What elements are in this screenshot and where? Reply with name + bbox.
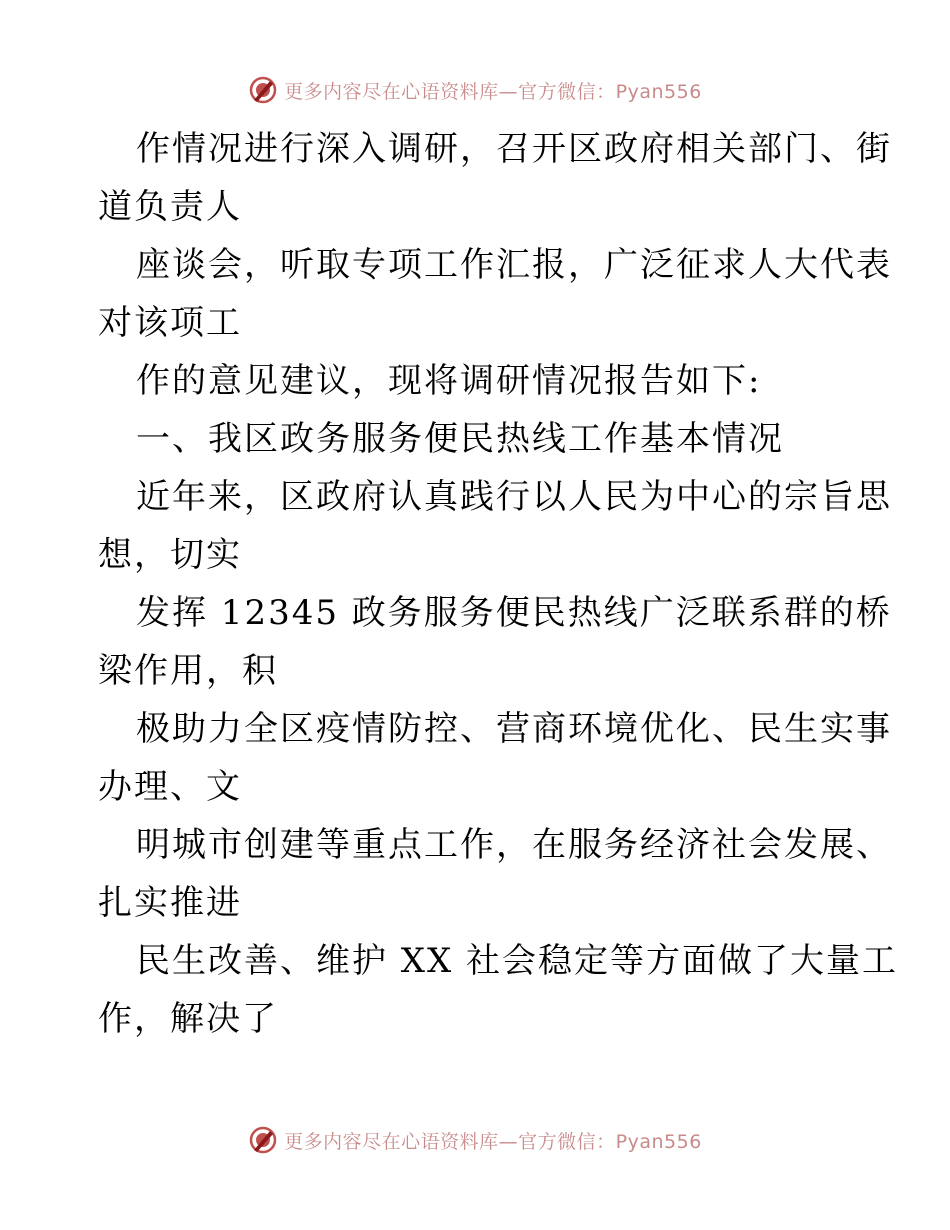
paragraph-line: 办理、文 <box>98 767 242 807</box>
document-body <box>98 120 899 1048</box>
watermark-text: 更多内容尽在心语资料库—官方微信：Pyan556 <box>284 1130 702 1153</box>
paragraph-line: 想，切实 <box>98 535 242 575</box>
quill-seal-icon <box>248 75 278 105</box>
paragraph-line: 作，解决了 <box>98 999 278 1039</box>
paragraph-line: 民生改善、维护 XX 社会稳定等方面做了大量工 <box>136 941 899 981</box>
paragraph-line: 极助力全区疫情防控、营商环境优化、民生实事 <box>136 709 892 749</box>
paragraph-line: 近年来，区政府认真践行以人民为中心的宗旨思 <box>136 477 892 517</box>
paragraph-line: 扎实推进 <box>98 883 242 923</box>
watermark-text: 更多内容尽在心语资料库—官方微信：Pyan556 <box>284 80 702 103</box>
paragraph-line: 明城市创建等重点工作，在服务经济社会发展、 <box>136 825 892 865</box>
paragraph-line: 对该项工 <box>98 303 242 343</box>
paragraph-line: 座谈会，听取专项工作汇报，广泛征求人大代表 <box>136 245 892 285</box>
paragraph-line: 发挥 12345 政务服务便民热线广泛联系群的桥 <box>136 593 892 633</box>
paragraph-line: 作情况进行深入调研，召开区政府相关部门、街 <box>136 129 892 169</box>
quill-seal-icon <box>248 1125 278 1155</box>
paragraph-line: 作的意见建议，现将调研情况报告如下: <box>136 361 762 401</box>
section-heading: 一、我区政务服务便民热线工作基本情况 <box>136 419 784 459</box>
footer-watermark <box>0 1120 950 1160</box>
paragraph-line: 梁作用，积 <box>98 651 278 691</box>
header-watermark <box>0 70 950 110</box>
paragraph-line: 道负责人 <box>98 187 242 227</box>
